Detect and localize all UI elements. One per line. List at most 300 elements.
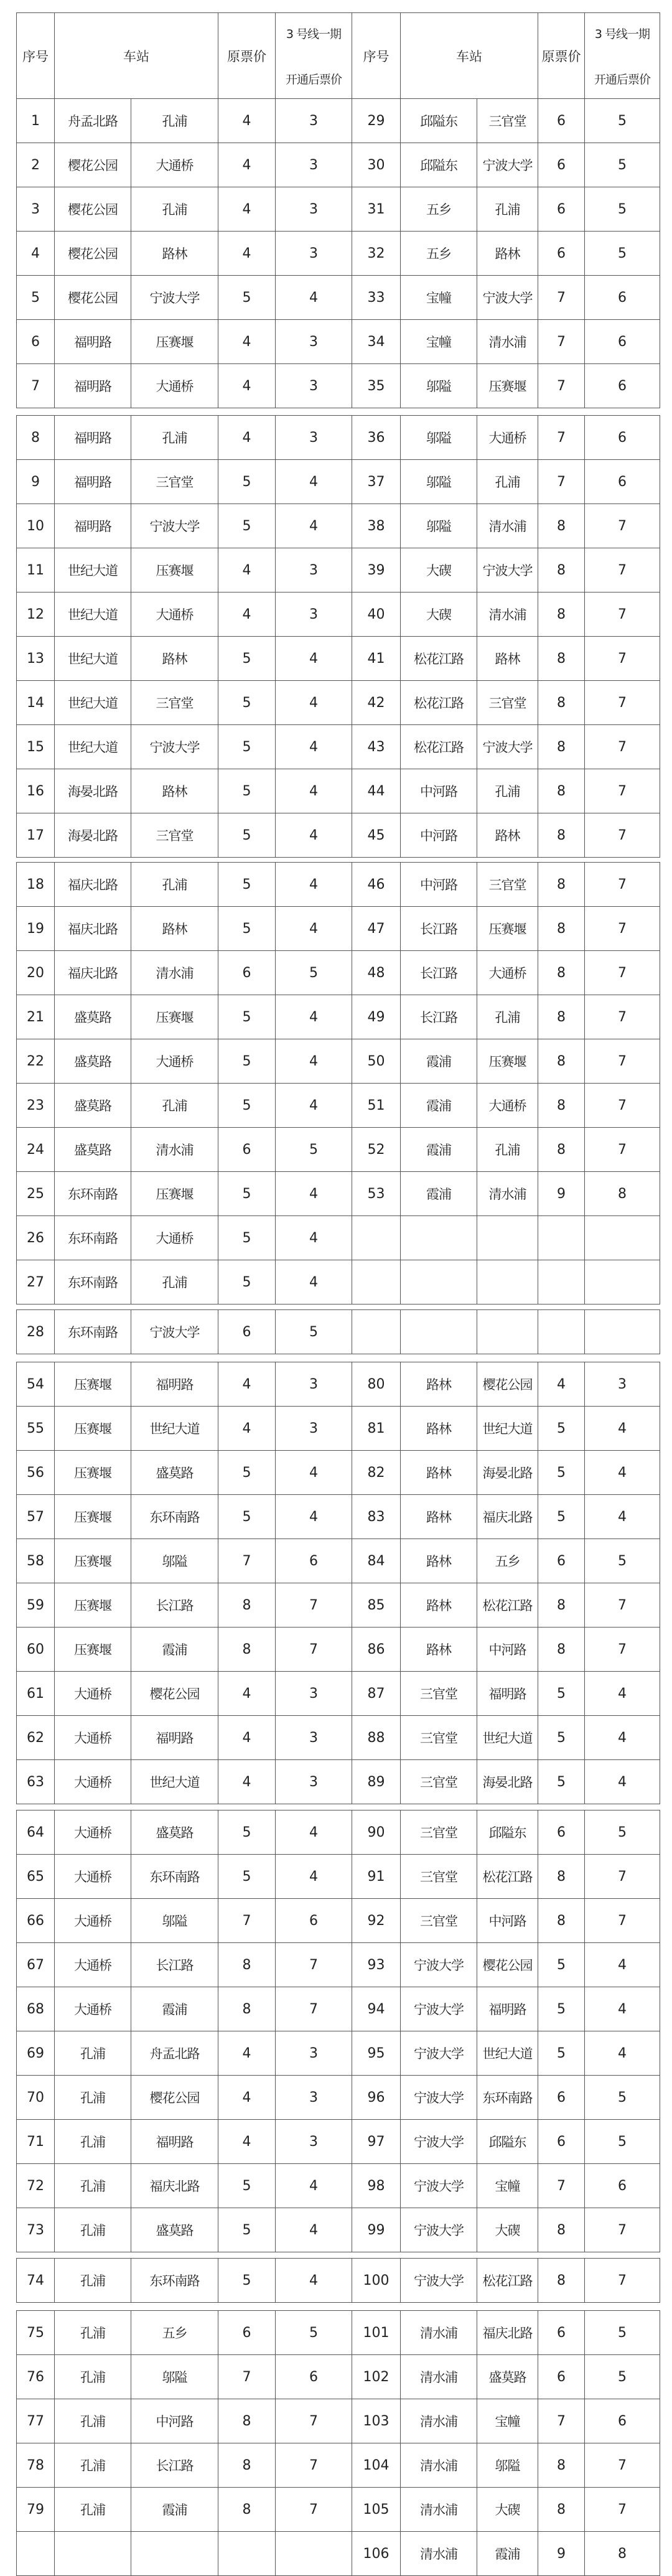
header-new-fare [276, 13, 352, 99]
left-original-fare: 5 [218, 2259, 276, 2303]
right-row-number: 95 [352, 2031, 401, 2076]
right-original-fare: 8 [538, 995, 585, 1039]
table-row [17, 769, 660, 813]
right-new-fare: 8 [585, 2532, 660, 2576]
right-original-fare: 5 [538, 1943, 585, 1987]
left-from-station: 福明路 [55, 320, 131, 364]
right-from-station: 三官堂 [401, 1855, 477, 1899]
fare-table-block [16, 862, 660, 1304]
left-new-fare: 4 [276, 2164, 352, 2208]
right-new-fare: 7 [585, 1855, 660, 1899]
right-row-number: 49 [352, 995, 401, 1039]
header-station: 车站 [401, 13, 538, 99]
left-row-number: 28 [17, 1310, 55, 1354]
left-from-station: 福明路 [55, 504, 131, 548]
left-to-station: 邬隘 [131, 1539, 218, 1583]
right-from-station: 宝幢 [401, 276, 477, 320]
left-original-fare: 8 [218, 1943, 276, 1987]
right-new-fare: 5 [585, 2355, 660, 2399]
left-new-fare: 4 [276, 276, 352, 320]
right-original-fare: 6 [538, 2355, 585, 2399]
right-row-number: 45 [352, 813, 401, 858]
left-original-fare: 5 [218, 1810, 276, 1855]
left-original-fare: 5 [218, 1216, 276, 1260]
right-new-fare: 7 [585, 548, 660, 592]
right-original-fare: 7 [538, 276, 585, 320]
left-from-station: 福明路 [55, 364, 131, 408]
right-original-fare: 7 [538, 416, 585, 460]
right-row-number: 91 [352, 1855, 401, 1899]
table-row [17, 2120, 660, 2164]
right-original-fare: 7 [538, 2399, 585, 2443]
table-row [17, 364, 660, 408]
left-original-fare: 6 [218, 2311, 276, 2355]
right-to-station: 孔浦 [477, 1128, 538, 1172]
left-new-fare: 4 [276, 1495, 352, 1539]
header-new-fare-line2: 开通后票价 [285, 72, 342, 87]
right-to-station: 压赛堰 [477, 1039, 538, 1084]
header-new-fare-line2: 开通后票价 [594, 72, 650, 87]
right-original-fare: 5 [538, 1987, 585, 2031]
header-new-fare [585, 13, 660, 99]
left-from-station: 大通桥 [55, 1855, 131, 1899]
right-new-fare: 6 [585, 276, 660, 320]
right-row-number: 106 [352, 2532, 401, 2576]
right-new-fare: 6 [585, 320, 660, 364]
right-from-station: 霞浦 [401, 1128, 477, 1172]
left-row-number: 8 [17, 416, 55, 460]
left-from-station: 压赛堰 [55, 1362, 131, 1407]
left-row-number: 27 [17, 1260, 55, 1304]
right-to-station: 宝幢 [477, 2164, 538, 2208]
right-original-fare: 8 [538, 592, 585, 637]
right-from-station: 松花江路 [401, 637, 477, 681]
left-row-number: 71 [17, 2120, 55, 2164]
left-to-station: 宁波大学 [131, 504, 218, 548]
right-from-station: 五乡 [401, 187, 477, 232]
right-from-station: 邬隘 [401, 416, 477, 460]
right-to-station: 松花江路 [477, 1583, 538, 1628]
table-row [17, 907, 660, 951]
left-from-station: 大通桥 [55, 1899, 131, 1943]
left-to-station: 舟孟北路 [131, 2031, 218, 2076]
right-to-station: 世纪大道 [477, 2031, 538, 2076]
table-row [17, 2488, 660, 2532]
table-row [17, 681, 660, 725]
left-new-fare: 4 [276, 1039, 352, 1084]
left-original-fare: 5 [218, 637, 276, 681]
right-row-number: 81 [352, 1407, 401, 1451]
right-new-fare: 4 [585, 2031, 660, 2076]
right-from-station: 松花江路 [401, 681, 477, 725]
right-new-fare: 5 [585, 99, 660, 143]
left-from-station: 孔浦 [55, 2311, 131, 2355]
right-to-station: 世纪大道 [477, 1716, 538, 1760]
right-new-fare: 5 [585, 232, 660, 276]
left-from-station: 大通桥 [55, 1987, 131, 2031]
left-to-station: 世纪大道 [131, 1407, 218, 1451]
right-row-number: 31 [352, 187, 401, 232]
table-row [17, 1260, 660, 1304]
left-new-fare: 5 [276, 1128, 352, 1172]
left-new-fare: 4 [276, 2208, 352, 2252]
left-to-station: 中河路 [131, 2399, 218, 2443]
left-original-fare: 4 [218, 99, 276, 143]
right-to-station: 孔浦 [477, 187, 538, 232]
table-row [17, 276, 660, 320]
right-from-station: 邬隘 [401, 504, 477, 548]
right-row-number: 93 [352, 1943, 401, 1987]
left-to-station: 孔浦 [131, 99, 218, 143]
right-row-number: 41 [352, 637, 401, 681]
right-row-number: 80 [352, 1362, 401, 1407]
left-from-station: 东环南路 [55, 1260, 131, 1304]
right-row-number: 96 [352, 2076, 401, 2120]
right-from-station: 长江路 [401, 995, 477, 1039]
left-original-fare: 6 [218, 1128, 276, 1172]
table-row [17, 995, 660, 1039]
right-new-fare: 6 [585, 2399, 660, 2443]
right-original-fare: 6 [538, 1539, 585, 1583]
right-to-station [477, 1260, 538, 1304]
header-new-fare-line1: 3 号线一期 [286, 27, 342, 41]
left-from-station: 压赛堰 [55, 1451, 131, 1495]
left-row-number: 75 [17, 2311, 55, 2355]
left-to-station: 霞浦 [131, 2488, 218, 2532]
left-row-number: 4 [17, 232, 55, 276]
left-to-station: 孔浦 [131, 863, 218, 907]
right-new-fare: 8 [585, 1172, 660, 1216]
left-original-fare: 4 [218, 1716, 276, 1760]
right-row-number: 101 [352, 2311, 401, 2355]
right-row-number: 102 [352, 2355, 401, 2399]
right-original-fare: 5 [538, 1407, 585, 1451]
left-new-fare: 4 [276, 769, 352, 813]
left-original-fare: 5 [218, 2208, 276, 2252]
left-new-fare: 3 [276, 2076, 352, 2120]
left-new-fare: 5 [276, 951, 352, 995]
left-to-station: 压赛堰 [131, 995, 218, 1039]
right-from-station: 清水浦 [401, 2532, 477, 2576]
left-new-fare: 3 [276, 416, 352, 460]
right-to-station: 孔浦 [477, 769, 538, 813]
right-from-station: 三官堂 [401, 1899, 477, 1943]
right-original-fare: 5 [538, 1451, 585, 1495]
right-row-number: 42 [352, 681, 401, 725]
left-original-fare: 5 [218, 1260, 276, 1304]
left-new-fare: 3 [276, 1362, 352, 1407]
right-new-fare: 6 [585, 2164, 660, 2208]
table-row [17, 1039, 660, 1084]
left-row-number: 21 [17, 995, 55, 1039]
table-row [17, 2164, 660, 2208]
right-to-station: 大碶 [477, 2208, 538, 2252]
right-row-number: 40 [352, 592, 401, 637]
left-row-number: 19 [17, 907, 55, 951]
right-to-station: 中河路 [477, 1628, 538, 1672]
left-from-station: 福明路 [55, 416, 131, 460]
left-from-station: 孔浦 [55, 2120, 131, 2164]
right-row-number: 86 [352, 1628, 401, 1672]
left-from-station: 孔浦 [55, 2031, 131, 2076]
table-row [17, 1760, 660, 1804]
right-from-station [401, 1216, 477, 1260]
left-original-fare: 4 [218, 187, 276, 232]
right-new-fare: 4 [585, 1495, 660, 1539]
right-to-station: 福庆北路 [477, 1495, 538, 1539]
right-original-fare: 8 [538, 1128, 585, 1172]
fare-table-block [16, 1810, 660, 2252]
left-to-station: 大通桥 [131, 143, 218, 187]
left-new-fare: 4 [276, 995, 352, 1039]
fare-tables [16, 12, 660, 2576]
right-row-number: 90 [352, 1810, 401, 1855]
left-row-number: 64 [17, 1810, 55, 1855]
right-to-station: 樱花公园 [477, 1362, 538, 1407]
table-row [17, 1539, 660, 1583]
table-row [17, 187, 660, 232]
left-from-station: 世纪大道 [55, 725, 131, 769]
right-new-fare: 4 [585, 1760, 660, 1804]
right-from-station: 邱隘东 [401, 143, 477, 187]
right-row-number: 100 [352, 2259, 401, 2303]
left-row-number: 72 [17, 2164, 55, 2208]
right-new-fare: 6 [585, 460, 660, 504]
table-row [17, 1583, 660, 1628]
right-original-fare: 8 [538, 1039, 585, 1084]
left-from-station: 福明路 [55, 460, 131, 504]
left-from-station: 大通桥 [55, 1810, 131, 1855]
right-from-station: 霞浦 [401, 1039, 477, 1084]
left-to-station: 霞浦 [131, 1628, 218, 1672]
right-original-fare: 6 [538, 232, 585, 276]
left-original-fare: 4 [218, 232, 276, 276]
left-new-fare: 4 [276, 1084, 352, 1128]
left-from-station: 大通桥 [55, 1672, 131, 1716]
left-to-station: 邬隘 [131, 1899, 218, 1943]
right-to-station: 宁波大学 [477, 548, 538, 592]
left-original-fare: 5 [218, 725, 276, 769]
table-row [17, 2259, 660, 2303]
right-from-station: 路林 [401, 1495, 477, 1539]
left-from-station: 孔浦 [55, 2355, 131, 2399]
left-row-number: 7 [17, 364, 55, 408]
right-from-station: 路林 [401, 1362, 477, 1407]
right-row-number: 87 [352, 1672, 401, 1716]
right-new-fare: 7 [585, 681, 660, 725]
right-new-fare: 6 [585, 416, 660, 460]
left-row-number: 14 [17, 681, 55, 725]
left-to-station: 清水浦 [131, 951, 218, 995]
left-original-fare: 4 [218, 1407, 276, 1451]
left-new-fare: 3 [276, 592, 352, 637]
right-new-fare: 5 [585, 1810, 660, 1855]
right-from-station: 宁波大学 [401, 2120, 477, 2164]
left-new-fare: 7 [276, 2443, 352, 2488]
left-original-fare: 7 [218, 2355, 276, 2399]
left-new-fare: 3 [276, 99, 352, 143]
right-from-station: 三官堂 [401, 1672, 477, 1716]
left-from-station: 孔浦 [55, 2208, 131, 2252]
right-row-number: 30 [352, 143, 401, 187]
right-from-station: 宁波大学 [401, 2164, 477, 2208]
header-new-fare-line1: 3 号线一期 [594, 27, 650, 41]
left-to-station: 大通桥 [131, 592, 218, 637]
right-new-fare: 4 [585, 1672, 660, 1716]
left-original-fare: 7 [218, 1899, 276, 1943]
left-from-station: 压赛堰 [55, 1539, 131, 1583]
left-original-fare: 5 [218, 460, 276, 504]
left-row-number: 58 [17, 1539, 55, 1583]
right-original-fare: 6 [538, 187, 585, 232]
left-new-fare: 4 [276, 1451, 352, 1495]
table-row [17, 1451, 660, 1495]
right-row-number: 53 [352, 1172, 401, 1216]
left-from-station: 福庆北路 [55, 907, 131, 951]
right-from-station: 大碶 [401, 548, 477, 592]
right-new-fare: 6 [585, 364, 660, 408]
left-to-station: 东环南路 [131, 1495, 218, 1539]
left-row-number: 9 [17, 460, 55, 504]
left-from-station: 樱花公园 [55, 143, 131, 187]
right-row-number: 48 [352, 951, 401, 995]
left-original-fare: 5 [218, 1039, 276, 1084]
right-original-fare: 8 [538, 2259, 585, 2303]
left-original-fare: 4 [218, 592, 276, 637]
left-row-number: 65 [17, 1855, 55, 1899]
left-original-fare: 6 [218, 1310, 276, 1354]
left-row-number: 54 [17, 1362, 55, 1407]
left-row-number: 25 [17, 1172, 55, 1216]
left-to-station: 樱花公园 [131, 2076, 218, 2120]
right-to-station [477, 1310, 538, 1354]
left-to-station: 福庆北路 [131, 2164, 218, 2208]
left-from-station: 盛莫路 [55, 995, 131, 1039]
right-original-fare: 8 [538, 769, 585, 813]
left-new-fare: 4 [276, 863, 352, 907]
left-new-fare: 4 [276, 637, 352, 681]
left-original-fare: 8 [218, 2488, 276, 2532]
right-new-fare: 7 [585, 2208, 660, 2252]
left-new-fare: 4 [276, 681, 352, 725]
left-original-fare: 4 [218, 143, 276, 187]
right-new-fare: 4 [585, 1943, 660, 1987]
right-new-fare: 7 [585, 1628, 660, 1672]
left-to-station: 盛莫路 [131, 1451, 218, 1495]
left-to-station: 福明路 [131, 1716, 218, 1760]
left-from-station: 大通桥 [55, 1943, 131, 1987]
table-row [17, 2399, 660, 2443]
table-row [17, 637, 660, 681]
table-row [17, 951, 660, 995]
table-row [17, 1943, 660, 1987]
left-from-station: 压赛堰 [55, 1495, 131, 1539]
right-original-fare: 6 [538, 2076, 585, 2120]
right-new-fare: 7 [585, 2259, 660, 2303]
left-original-fare: 5 [218, 2164, 276, 2208]
left-new-fare: 7 [276, 1943, 352, 1987]
left-row-number: 69 [17, 2031, 55, 2076]
right-from-station [401, 1310, 477, 1354]
right-to-station [477, 1216, 538, 1260]
right-new-fare: 7 [585, 1084, 660, 1128]
left-new-fare: 4 [276, 1216, 352, 1260]
left-from-station: 孔浦 [55, 2488, 131, 2532]
left-row-number: 73 [17, 2208, 55, 2252]
left-original-fare: 4 [218, 2076, 276, 2120]
left-new-fare: 5 [276, 1310, 352, 1354]
left-original-fare: 5 [218, 1172, 276, 1216]
left-to-station: 大通桥 [131, 364, 218, 408]
table-row [17, 2076, 660, 2120]
right-new-fare [585, 1216, 660, 1260]
right-to-station: 海晏北路 [477, 1760, 538, 1804]
right-row-number: 84 [352, 1539, 401, 1583]
left-new-fare: 3 [276, 1407, 352, 1451]
right-row-number: 105 [352, 2488, 401, 2532]
left-original-fare: 5 [218, 863, 276, 907]
right-new-fare: 7 [585, 907, 660, 951]
left-new-fare: 6 [276, 2355, 352, 2399]
left-original-fare: 5 [218, 1451, 276, 1495]
left-new-fare: 6 [276, 1539, 352, 1583]
right-new-fare: 4 [585, 1987, 660, 2031]
right-to-station: 压赛堰 [477, 364, 538, 408]
right-new-fare: 3 [585, 1362, 660, 1407]
right-row-number: 98 [352, 2164, 401, 2208]
right-from-station: 清水浦 [401, 2443, 477, 2488]
right-row-number: 36 [352, 416, 401, 460]
right-from-station: 三官堂 [401, 1760, 477, 1804]
left-to-station: 五乡 [131, 2311, 218, 2355]
left-to-station: 路林 [131, 769, 218, 813]
right-row-number: 85 [352, 1583, 401, 1628]
right-original-fare: 8 [538, 2443, 585, 2488]
left-row-number: 15 [17, 725, 55, 769]
left-new-fare: 7 [276, 1628, 352, 1672]
left-from-station: 东环南路 [55, 1216, 131, 1260]
right-original-fare: 8 [538, 863, 585, 907]
right-to-station: 孔浦 [477, 460, 538, 504]
left-from-station: 压赛堰 [55, 1407, 131, 1451]
right-original-fare: 9 [538, 1172, 585, 1216]
left-to-station: 宁波大学 [131, 725, 218, 769]
right-to-station: 樱花公园 [477, 1943, 538, 1987]
left-original-fare: 5 [218, 504, 276, 548]
left-new-fare: 4 [276, 1810, 352, 1855]
fare-table-block [16, 1309, 660, 1354]
right-to-station: 宁波大学 [477, 143, 538, 187]
right-new-fare: 4 [585, 1451, 660, 1495]
left-row-number: 5 [17, 276, 55, 320]
left-to-station: 孔浦 [131, 1084, 218, 1128]
right-to-station: 三官堂 [477, 99, 538, 143]
left-new-fare: 3 [276, 232, 352, 276]
right-row-number: 37 [352, 460, 401, 504]
right-row-number: 47 [352, 907, 401, 951]
left-to-station: 三官堂 [131, 813, 218, 858]
left-new-fare: 7 [276, 2488, 352, 2532]
left-original-fare: 8 [218, 1583, 276, 1628]
left-row-number: 77 [17, 2399, 55, 2443]
right-original-fare: 8 [538, 725, 585, 769]
left-to-station: 宁波大学 [131, 1310, 218, 1354]
right-from-station: 清水浦 [401, 2399, 477, 2443]
right-new-fare: 4 [585, 1407, 660, 1451]
right-from-station: 中河路 [401, 813, 477, 858]
table-row [17, 1899, 660, 1943]
left-row-number: 16 [17, 769, 55, 813]
